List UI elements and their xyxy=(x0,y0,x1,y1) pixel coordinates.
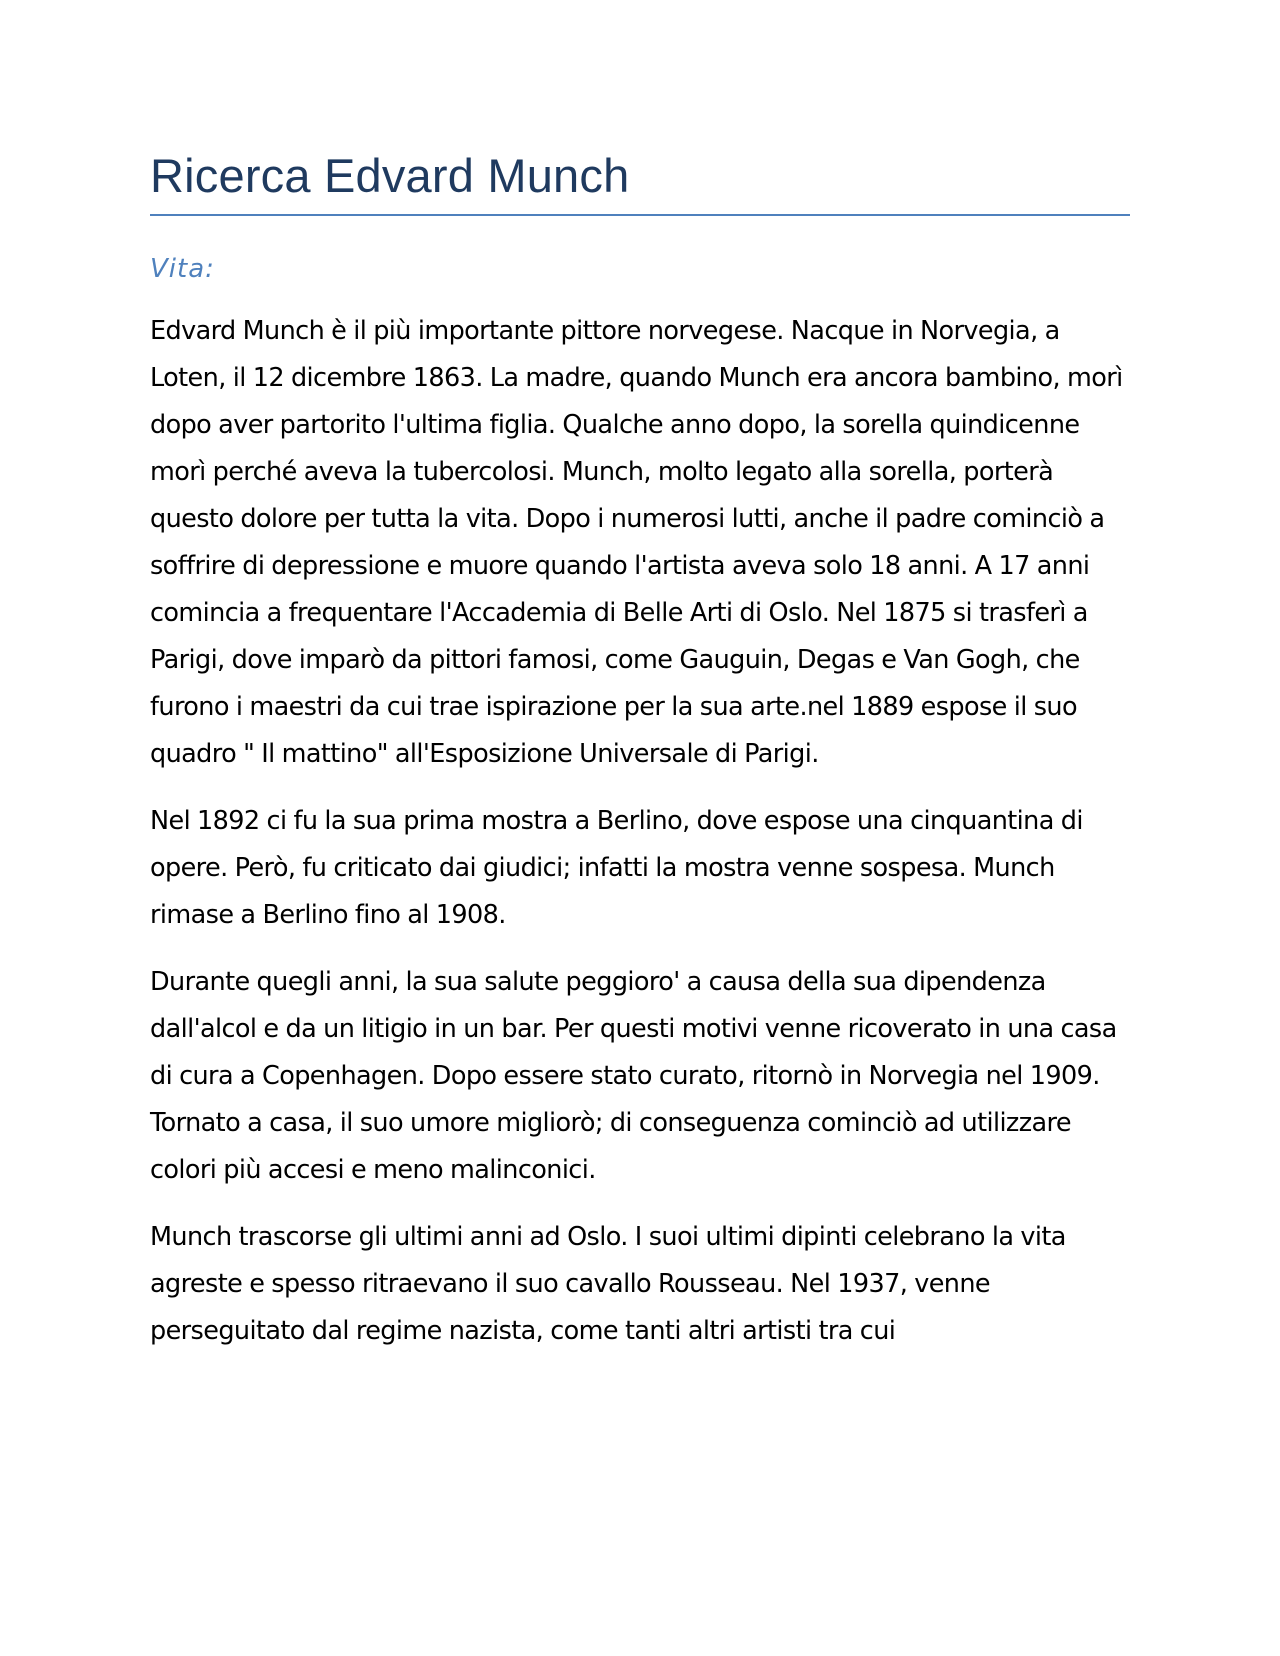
body-paragraph-4: Munch trascorse gli ultimi anni ad Oslo. I suoi ultimi dipinti celebrano la vita agreste e spesso ritraevano il suo cavallo Rousseau. Nel 1937, venne perseguitato dal regime nazista, come tanti altri artisti tra cui xyxy=(150,1221,1066,1346)
body-paragraph-3: Durante quegli anni, la sua salute peggioro' a causa della sua dipendenza dall'alcol e da un litigio in un bar. Per questi motivi venne ricoverato in una casa di cura a Copenhagen. Dopo essere stato curato, ritornò in Norvegia nel 1909. Tornato a casa, il suo umore migliorò; di conseguenza cominciò ad utilizzare colori più accesi e meno malinconici. xyxy=(150,966,1117,1185)
page-title: Ricerca Edvard Munch xyxy=(150,150,1130,216)
section-heading: Vita: xyxy=(150,253,215,284)
body-paragraph-2: Nel 1892 ci fu la sua prima mostra a Berlino, dove espose una cinquantina di opere. Però, fu criticato dai giudici; infatti la mostra venne sospesa. Munch rimase a Berlino fino al 1908. xyxy=(150,805,1083,930)
document-page xyxy=(150,150,1130,1375)
body-paragraph-1: Edvard Munch è il più importante pittore norvegese. Nacque in Norvegia, a Loten, il 12 dicembre 1863. La madre, quando Munch era ancora bambino, morì dopo aver partorito l'ultima figlia. Qualche anno dopo, la sorella quindicenne morì perché aveva la tubercolosi. Munch, molto legato alla sorella, porterà questo dolore per tutta la vita. Dopo i numerosi lutti, anche il padre cominciò a soffrire di depressione e muore quando l'artista aveva solo 18 anni. A 17 anni comincia a frequentare l'Accademia di Belle Arti di Oslo. Nel 1875 si trasferì a Parigi, dove imparò da pittori famosi, come Gauguin, Degas e Van Gogh, che furono i maestri da cui trae ispirazione per la sua arte.nel 1889 espose il suo quadro " Il mattino" all'Esposizione Universale di Parigi. xyxy=(150,315,1123,769)
